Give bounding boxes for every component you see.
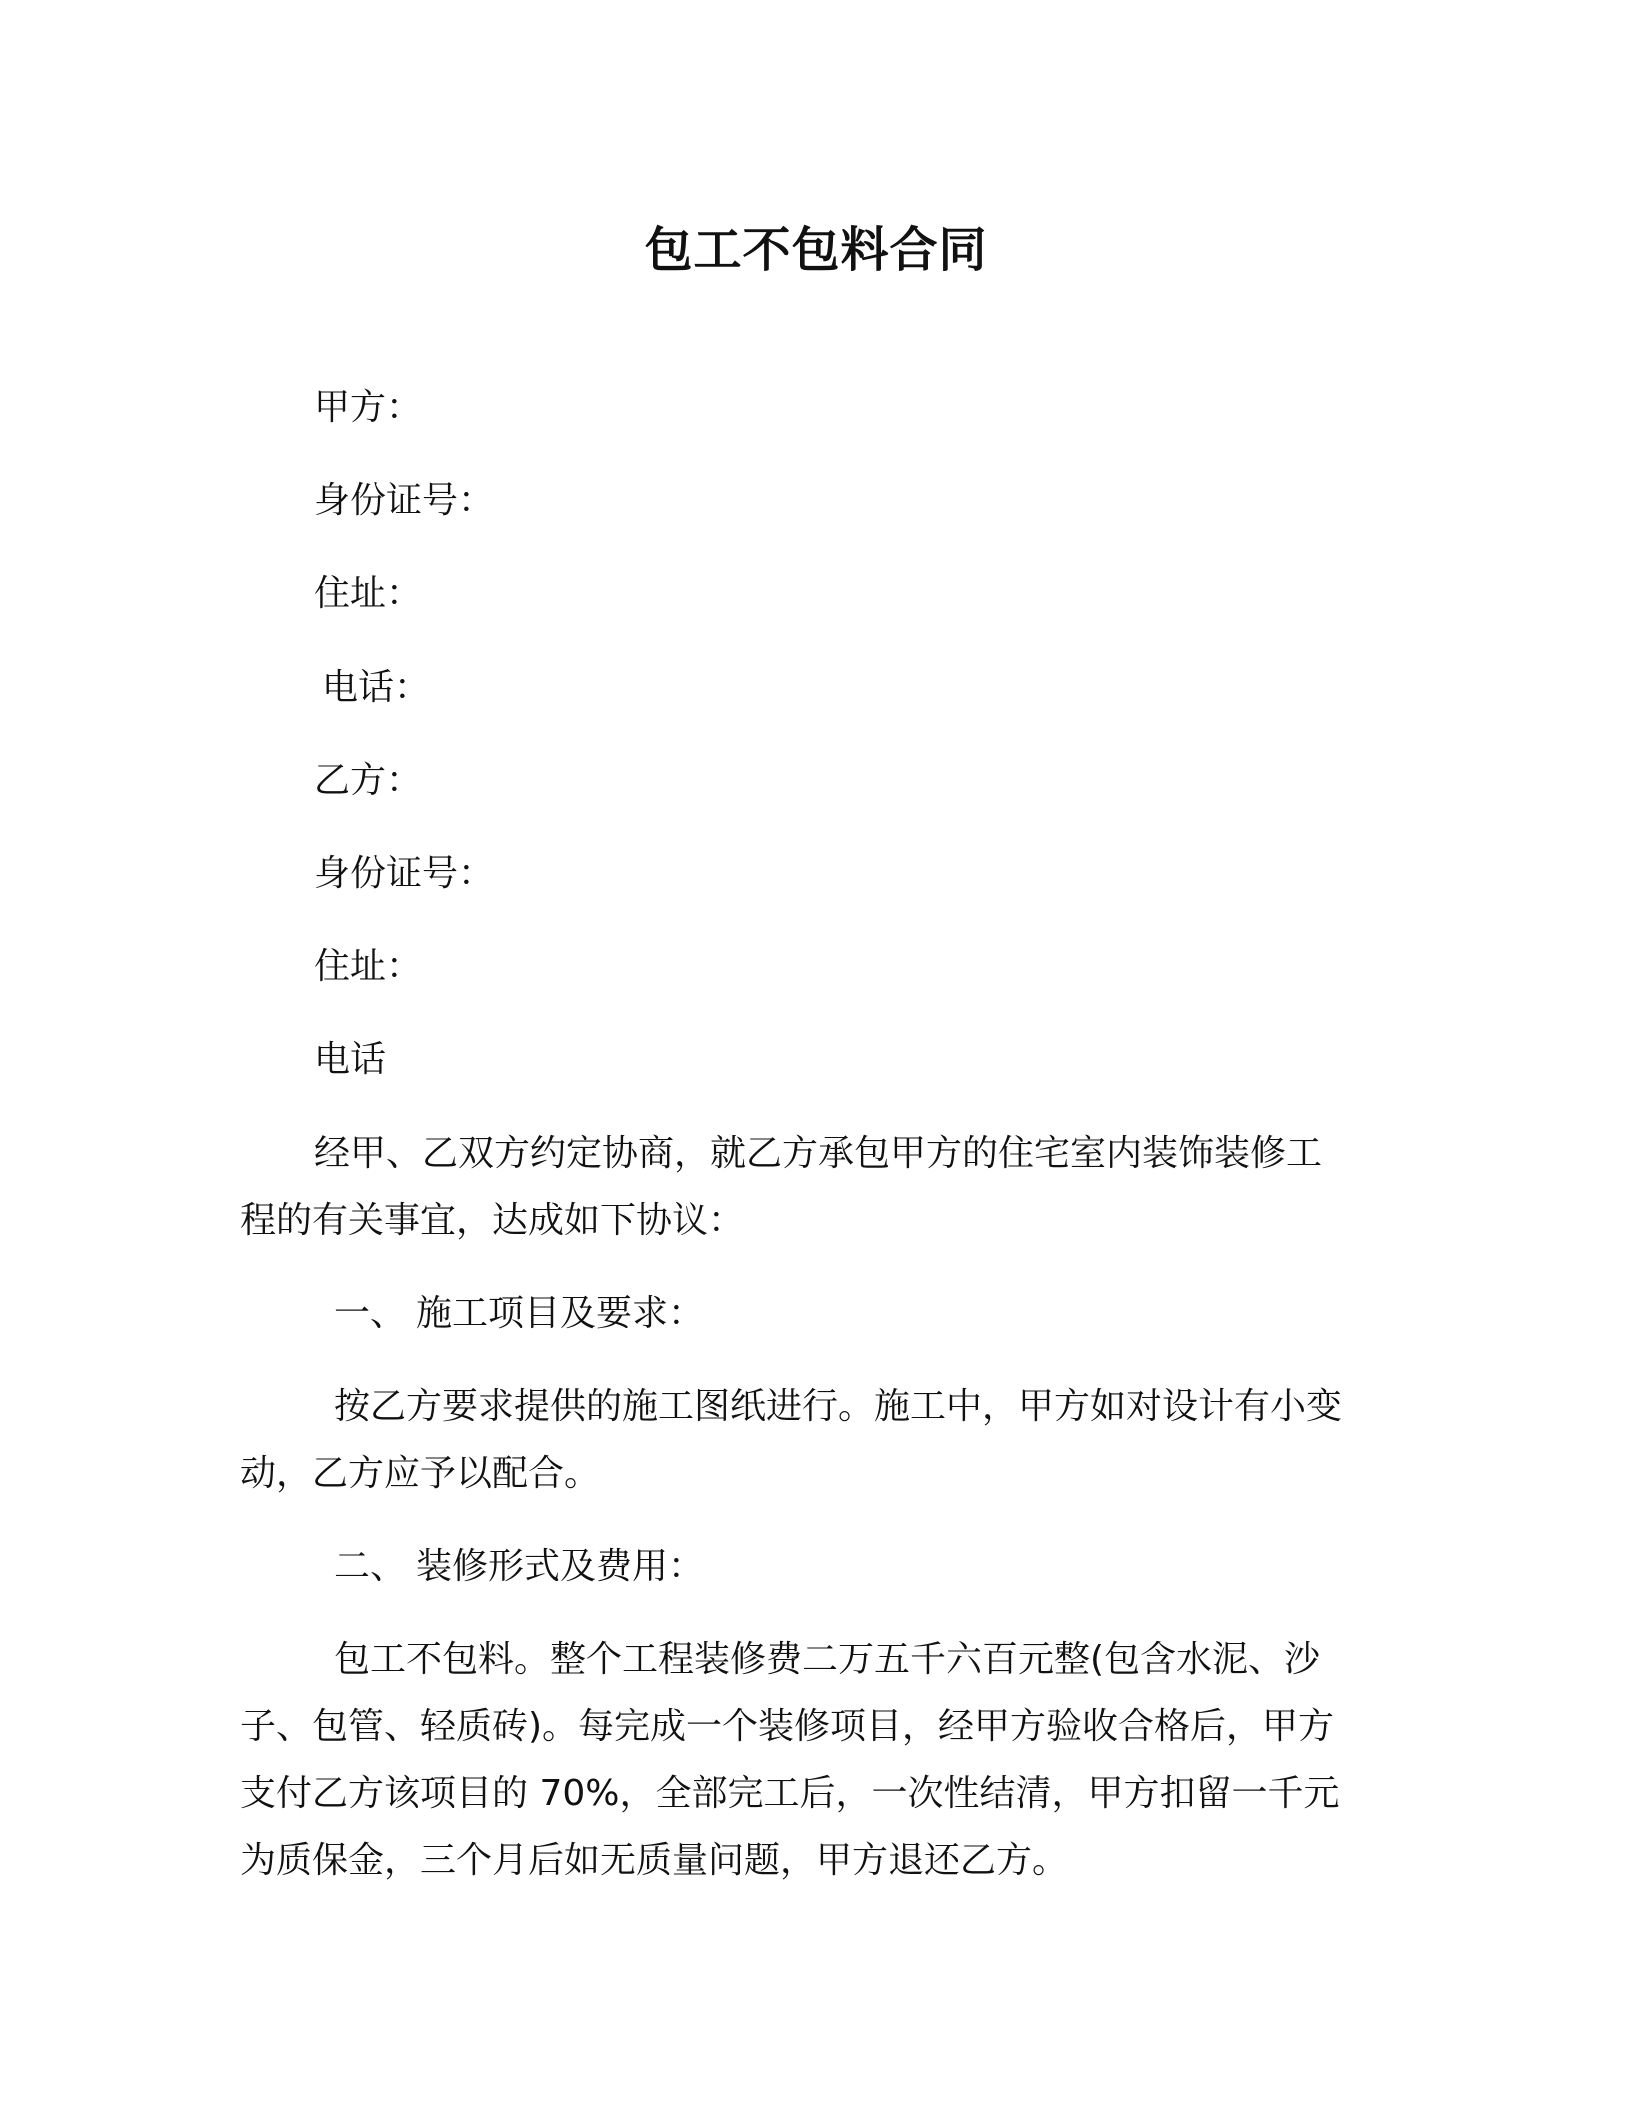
section-2-line-2: 子、包管、轻质砖)。每完成一个装修项目，经甲方验收合格后，甲方 <box>240 1706 1335 1747</box>
party-b-id-label: 身份证号： <box>314 853 495 894</box>
party-a-id-label: 身份证号： <box>314 480 495 521</box>
party-b-label: 乙方： <box>314 760 423 801</box>
section-1-number: 一、 <box>334 1293 407 1334</box>
section-2-paragraph <box>240 1626 1380 1894</box>
section-1-line-2: 动，乙方应予以配合。 <box>240 1453 601 1494</box>
intro-line-1: 经甲、乙双方约定协商，就乙方承包甲方的住宅室内装饰装修工 <box>314 1133 1323 1174</box>
party-a-label: 甲方： <box>314 387 423 428</box>
party-b-address-label: 住址： <box>314 946 423 987</box>
section-2-line-4: 为质保金，三个月后如无质量问题，甲方退还乙方。 <box>240 1840 1069 1881</box>
party-a-phone-label: 电话： <box>322 667 431 708</box>
party-a-address-label: 住址： <box>314 573 423 614</box>
intro-paragraph <box>240 1120 1380 1254</box>
contract-title: 包工不包料合同 <box>644 222 988 278</box>
section-2-number: 二、 <box>334 1546 407 1587</box>
section-2-line-3: 支付乙方该项目的 70%，全部完工后，一次性结清，甲方扣留一千元 <box>240 1773 1340 1814</box>
section-1-title: 施工项目及要求： <box>416 1293 705 1334</box>
section-2-line-1: 包工不包料。整个工程装修费二万五千六百元整(包含水泥、沙 <box>334 1639 1321 1680</box>
intro-line-2: 程的有关事宜，达成如下协议： <box>240 1200 745 1241</box>
section-1-paragraph <box>240 1373 1380 1507</box>
section-2-title: 装修形式及费用： <box>416 1546 705 1587</box>
section-2-heading <box>334 1542 704 1592</box>
party-b-phone-label: 电话 <box>314 1039 387 1080</box>
section-1-line-1: 按乙方要求提供的施工图纸进行。施工中，甲方如对设计有小变 <box>334 1386 1343 1427</box>
section-1-heading <box>334 1289 704 1339</box>
